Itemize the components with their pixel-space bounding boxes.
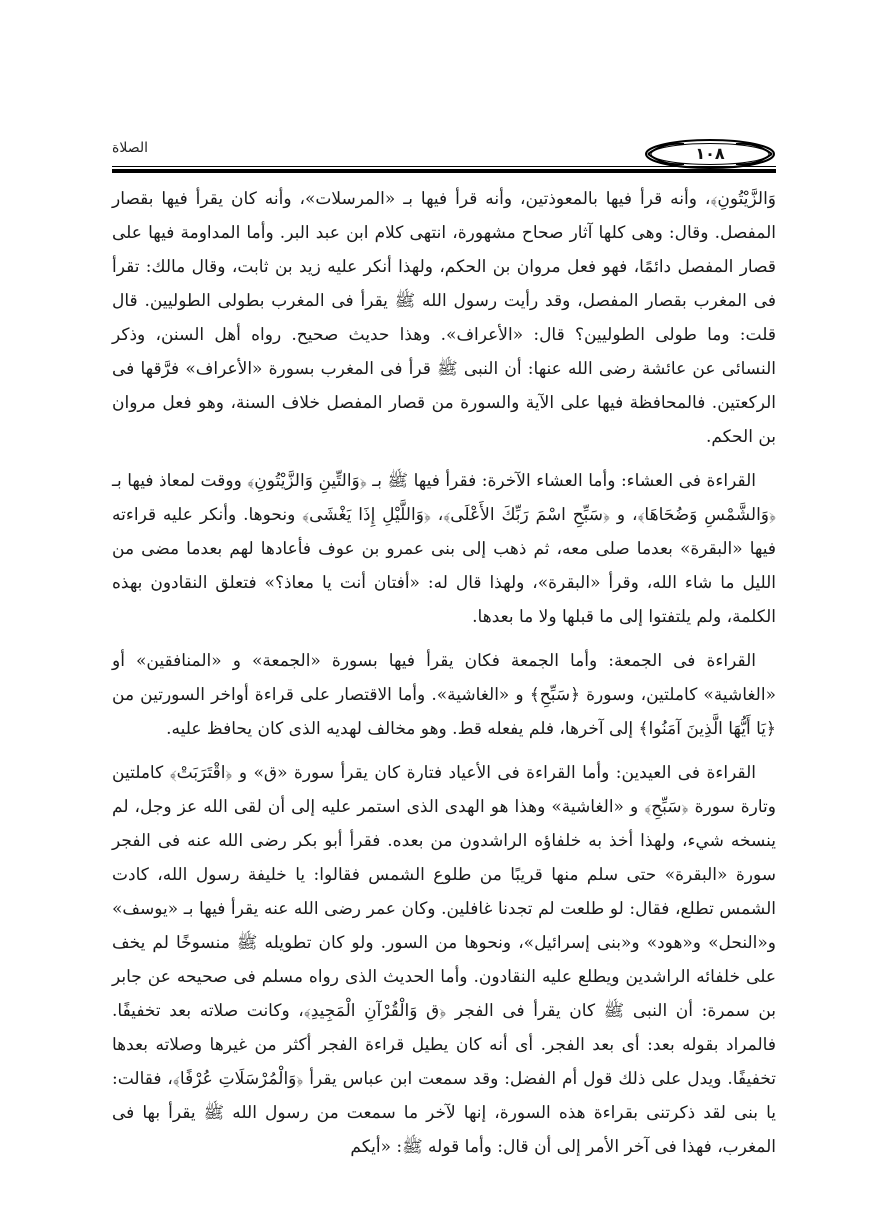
page-body bbox=[112, 182, 776, 1174]
chapter-title: الصلاة bbox=[112, 140, 148, 156]
paragraph: القراءة فى الجمعة: وأما الجمعة فكان يقرأ فيها بسورة «الجمعة» و «المنافقين» أو «الغاشية» كاملتين، وسورة ﴿سَبِّحِ﴾ و «الغاشية». وأما الاقتصار على قراءة أواخر السورتين من ﴿يَا أَيُّهَا الَّذِينَ آمَنُوا﴾ إلى آخرها، فلم يفعله قط. وهو مخالف لهديه الذى كان يحافظ عليه. bbox=[112, 651, 776, 739]
header-rule-thin bbox=[112, 166, 776, 167]
header-rule-thick bbox=[112, 169, 776, 173]
page-number: ١٠٨ bbox=[695, 144, 725, 163]
paragraph: القراءة فى العشاء: وأما العشاء الآخرة: فقرأ فيها ﷺ بـ ﴿وَالتِّينِ وَالزَّيْتُونِ﴾ ووقت لمعاذ فيها بـ ﴿وَالشَّمْسِ وَضُحَاهَا﴾، و ﴿سَبِّحِ اسْمَ رَبِّكَ الأَعْلَى﴾، ﴿وَاللَّيْلِ إِذَا يَغْشَى﴾ ونحوها. وأنكر عليه قراءته فيها «البقرة» بعدما صلى معه، ثم ذهب إلى بنى عمرو بن عوف فأعادها لهم بعدما مضى من الليل ما شاء الله، وقرأ «البقرة»، ولهذا قال له: «أفتان أنت يا معاذ؟» فتعلق النقادون بهذه الكلمة، ولم يلتفتوا إلى ما قبلها ولا ما بعدها. bbox=[112, 471, 776, 627]
paragraph: القراءة فى العيدين: وأما القراءة فى الأعياد فتارة كان يقرأ سورة «ق» و ﴿اقْتَرَبَتْ﴾ كاملتين وتارة سورة ﴿سَبِّحِ﴾ و «الغاشية» وهذا هو الهدى الذى استمر عليه إلى أن لقى الله عز وجل، لم ينسخه شيء، ولهذا أخذ به خلفاؤه الراشدون من بعده. فقرأ أبو بكر رضى الله عنه فى الفجر سورة «البقرة» حتى سلم منها قريبًا من طلوع الشمس فقالوا: يا خليفة رسول الله، كادت الشمس تطلع، فقال: لو طلعت لم تجدنا غافلين. وكان عمر رضى الله عنه يقرأ فيها بـ «يوسف» و«النحل» و«هود» و«بنى إسرائيل»، ونحوها من السور. ولو كان تطويله ﷺ منسوخًا لم يخف على خلفائه الراشدين ويطلع عليه النقادون. وأما الحديث الذى رواه مسلم فى صحيحه عن جابر بن سمرة: أن النبى ﷺ كان يقرأ فى الفجر ﴿ق وَالْقُرْآنِ الْمَجِيدِ﴾، وكانت صلاته بعد تخفيفًا. فالمراد بقوله بعد: أى بعد الفجر. أى أنه كان يطيل قراءة الفجر أكثر من غيرها وصلاته بعدها تخفيفًا. ويدل على ذلك قول أم الفضل: وقد سمعت ابن عباس يقرأ ﴿وَالْمُرْسَلَاتِ عُرْفًا﴾، فقالت: يا بنى لقد ذكرتنى بقراءة هذه السورة، إنها لآخر ما سمعت من رسول الله ﷺ يقرأ بها فى المغرب، فهذا فى آخر الأمر إلى أن قال: وأما قوله ﷺ: «أيكم bbox=[112, 763, 776, 1157]
paragraph: وَالزَّيْتُونِ﴾، وأنه قرأ فيها بالمعوذتين، وأنه قرأ فيها بـ «المرسلات»، وأنه كان يقرأ فيها بقصار المفصل. وقال: وهى كلها آثار صحاح مشهورة، انتهى كلام ابن عبد البر. وأما المداومة فيها على قصار المفصل دائمًا، فهو فعل مروان بن الحكم، ولهذا أنكر عليه زيد بن ثابت، وقال مالك: تقرأ فى المغرب بقصار المفصل، وقد رأيت رسول الله ﷺ يقرأ فى المغرب بطولى الطوليين. قال قلت: وما طولى الطوليين؟ قال: «الأعراف». وهذا حديث صحيح. رواه أهل السنن، وذكر النسائى عن عائشة رضى الله عنها: أن النبى ﷺ قرأ فى المغرب بسورة «الأعراف» فرَّقها فى الركعتين. فالمحافظة فيها على الآية والسورة من قصار المفصل خلاف السنة، وهو فعل مروان بن الحكم. bbox=[112, 189, 776, 447]
